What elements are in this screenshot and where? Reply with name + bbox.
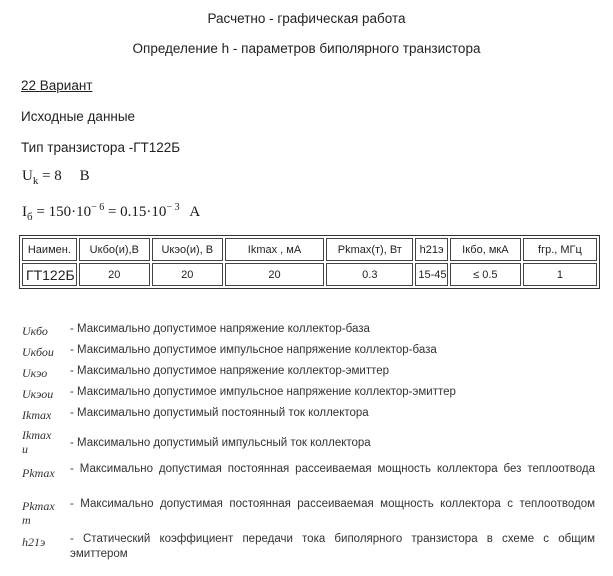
table-header-cell: Ikmax , мА [225,238,324,261]
uk-subscript: k [32,175,39,187]
legend-symbol: Ikmax [22,408,52,422]
ib-symbol: I [22,204,27,220]
legend-description: - Максимально допустимое напряжение коллектор-база [70,323,370,335]
uk-symbol: U [22,168,33,184]
legend-symbol: Uкбо [22,324,48,338]
legend-symbol: Uкэо [22,366,48,380]
parameters-table [19,235,600,289]
table-header-cell: fгр., МГц [523,238,597,261]
table-cell: ≤ 0.5 [450,263,521,286]
legend-symbol: Pkmax т [22,499,55,527]
table-cell: 20 [152,263,223,286]
page-title: Расчетно - графическая работа [207,11,406,26]
ib-exp2: − 3 [166,202,180,213]
formula-uk [22,168,90,187]
legend-symbol: Uкэои [22,387,54,401]
legend-description: - Максимально допустимое импульсное напряжение коллектор-эмиттер [70,386,456,398]
legend-description: - Максимально допустимое импульсное напряжение коллектор-база [70,344,437,356]
ib-unit: А [189,204,201,220]
table-cell: ГТ122Б [22,263,77,286]
table-cell: 1 [523,263,597,286]
legend-symbol: Pkmax [22,466,55,480]
legend-symbol: Uкбои [22,345,54,359]
table-header-cell: Uкэо(и), В [152,238,223,261]
page-subtitle: Определение h - параметров биполярного транзистора [132,41,481,56]
legend-description: - Максимально допустимая постоянная рассеиваемая мощность коллектора с теплоотводом [70,498,595,510]
ib-eq1: = 150·10 [36,204,92,220]
table-cell: 20 [79,263,150,286]
table-header-row [22,238,597,261]
table-cell: 15-45 [415,263,447,286]
ib-exp1: − 6 [91,202,105,213]
legend-description: - Статический коэффициент передачи тока биполярного транзистора в схеме с общим эмиттером [70,533,595,560]
table-cell: 20 [225,263,324,286]
variant-heading: 22 Вариант [21,78,93,93]
ib-eq2: = 0.15·10 [107,204,167,220]
formula-ib [22,202,200,223]
legend-description: - Максимально допустимый импульсный ток коллектора [70,437,371,449]
table-header-cell: Iкбо, мкА [450,238,521,261]
table-header-cell: h21э [415,238,447,261]
table-cell: 0.3 [326,263,413,286]
legend-description: - Максимально допустимое напряжение коллектор-эмиттер [70,365,390,377]
legend-symbol: h21э [22,535,46,549]
legend-description: - Максимально допустимый постоянный ток коллектора [70,407,369,419]
uk-unit: В [79,168,90,184]
uk-value: = 8 [42,168,62,184]
legend-symbol: Ikmax и [22,428,52,456]
table-header-cell: Pkmax(т), Вт [326,238,413,261]
legend-description: - Максимально допустимая постоянная рассеиваемая мощность коллектора без теплоотвода [70,463,595,475]
ib-subscript: б [27,211,33,223]
table-row [22,263,597,286]
transistor-type: Тип транзистора -ГТ122Б [21,140,181,155]
table-header-cell: Uкбо(и),В [79,238,150,261]
table-header-cell: Наимен. [22,238,77,261]
initial-data-label: Исходные данные [21,109,136,124]
